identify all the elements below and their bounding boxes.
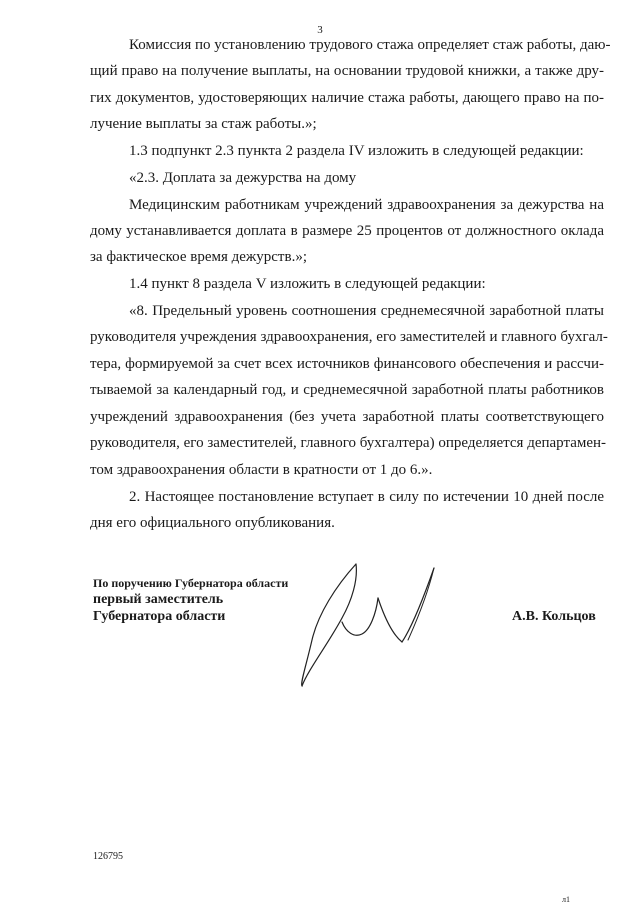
paragraph-line: Комиссия по установлению трудового стажа определяет стаж работы, даю- — [129, 37, 611, 53]
section-heading: «2.3. Доплата за дежурства на дому — [129, 170, 357, 186]
paragraph-line: щий право на получение выплаты, на основании трудовой книжки, а также дру- — [90, 63, 604, 79]
page-number: 3 — [317, 24, 323, 36]
corner-mark: л1 — [562, 895, 570, 904]
paragraph-line: «8. Предельный уровень соотношения среднемесячной заработной платы — [129, 303, 604, 319]
paragraph-line: учреждений здравоохранения (без учета заработной платы соответствующего — [90, 409, 604, 425]
paragraph-line: 1.4 пункт 8 раздела V изложить в следующей редакции: — [129, 276, 486, 292]
paragraph-line: руководителя, его заместителей, главного бухгалтера) определяется департамен- — [90, 435, 607, 451]
paragraph-line: 1.3 подпункт 2.3 пункта 2 раздела IV изложить в следующей редакции: — [129, 143, 584, 159]
signature-line-1: По поручению Губернатора области — [93, 576, 289, 590]
paragraph-line: тываемой за календарный год, и среднемесячной заработной платы работников — [90, 382, 604, 398]
paragraph-line: 2. Настоящее постановление вступает в силу по истечении 10 дней после — [129, 489, 604, 505]
signature-block — [93, 576, 288, 625]
paragraph-line: Медицинским работникам учреждений здравоохранения за дежурства на — [129, 197, 604, 213]
paragraph-line: лучение выплаты за стаж работы.»; — [90, 116, 317, 132]
paragraph-line: за фактическое время дежурств.»; — [90, 249, 307, 265]
paragraph-line: том здравоохранения области в кратности от 1 до 6.». — [90, 462, 433, 478]
signature-line-2: первый заместитель — [93, 592, 224, 607]
paragraph-line: дому устанавливается доплата в размере 25 процентов от должностного оклада — [90, 223, 604, 239]
paragraph-line: руководителя учреждения здравоохранения, его заместителей и главного бухгал- — [90, 329, 608, 345]
handwritten-signature — [290, 558, 440, 693]
signer-name: А.В. Кольцов — [512, 609, 596, 624]
paragraph-line: дня его официального опубликования. — [90, 515, 335, 531]
paragraph-line: гих документов, удостоверяющих наличие стажа работы, дающего право на по- — [90, 90, 604, 106]
paragraph-line: тера, формируемой за счет всех источников финансового обеспечения и рассчи- — [90, 356, 604, 372]
signature-line-3: Губернатора области — [93, 609, 226, 624]
document-number: 126795 — [93, 851, 123, 862]
